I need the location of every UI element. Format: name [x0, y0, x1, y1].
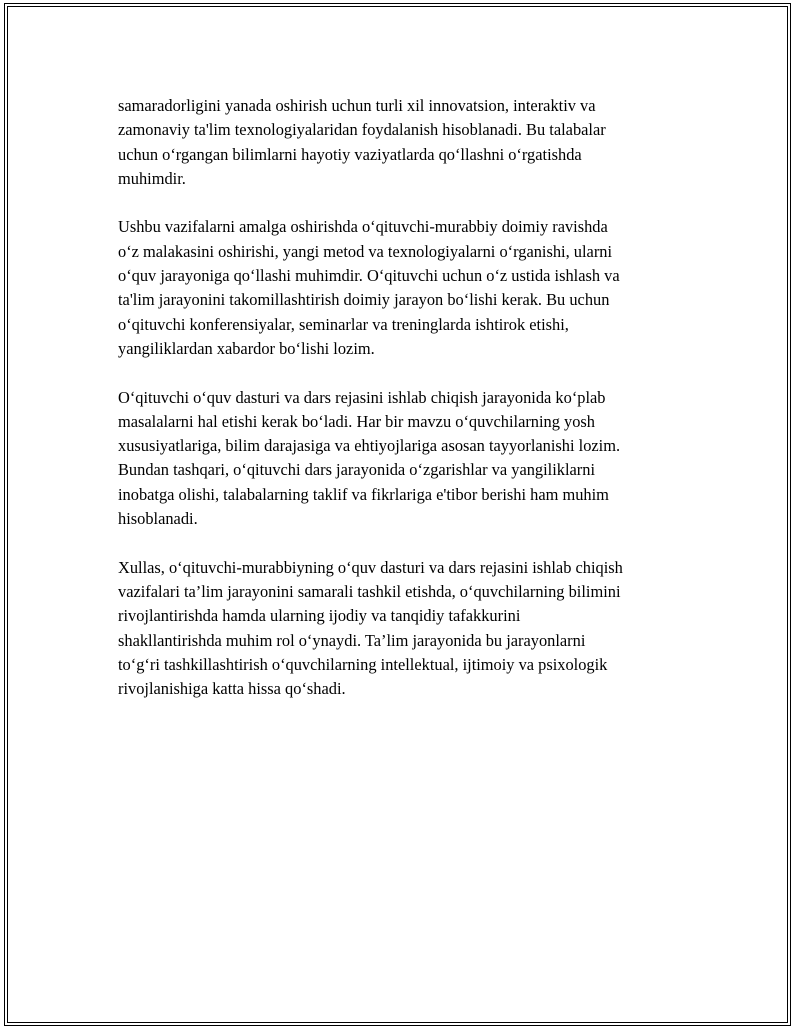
- text-line: Ushbu vazifalarni amalga oshirishda o‘qituvchi-murabbiy doimiy ravishda: [118, 217, 608, 237]
- text-line: vazifalari ta’lim jarayonini samarali tashkil etishda, o‘quvchilarning bilimini: [118, 581, 621, 601]
- text-line: o‘z malakasini oshirishi, yangi metod va texnologiyalarni o‘rganishi, ularni: [118, 241, 613, 261]
- text-line: to‘g‘ri tashkillashtirish o‘quvchilarning intellektual, ijtimoiy va psixologik: [118, 654, 608, 674]
- text-line: Xullas, o‘qituvchi-murabbiyning o‘quv dasturi va dars rejasini ishlab chiqish: [118, 557, 623, 577]
- text-line: ta'lim jarayonini takomillashtirish doimiy jarayon bo‘lishi kerak. Bu uchun: [118, 290, 610, 310]
- text-line: rivojlanishiga katta hissa qo‘shadi.: [118, 679, 346, 699]
- text-line: shakllantirishda muhim rol o‘ynaydi. Ta’lim jarayonida bu jarayonlarni: [118, 630, 586, 650]
- paragraph-1: [118, 94, 698, 191]
- text-line: O‘qituvchi o‘quv dasturi va dars rejasini ishlab chiqish jarayonida ko‘plab: [118, 387, 606, 407]
- paragraph-4: [118, 556, 698, 702]
- paragraph-2: [118, 215, 698, 361]
- text-line: rivojlantirishda hamda ularning ijodiy va tanqidiy tafakkurini: [118, 606, 521, 626]
- text-line: o‘qituvchi konferensiyalar, seminarlar va treninglarda ishtirok etishi,: [118, 314, 569, 334]
- text-line: uchun o‘rgangan bilimlarni hayotiy vaziyatlarda qo‘llashni o‘rgatishda: [118, 144, 582, 164]
- text-line: samaradorligini yanada oshirish uchun turli xil innovatsion, interaktiv va: [118, 96, 596, 115]
- paragraph-3: [118, 386, 698, 532]
- text-line: muhimdir.: [118, 168, 186, 188]
- text-line: yangiliklardan xabardor bo‘lishi lozim.: [118, 338, 375, 358]
- text-line: hisoblanadi.: [118, 509, 198, 529]
- text-line: masalalarni hal etishi kerak bo‘ladi. Har bir mavzu o‘quvchilarning yosh: [118, 411, 596, 431]
- document-body: [118, 94, 698, 726]
- text-line: inobatga olishi, talabalarning taklif va fikrlariga e'tibor berishi ham muhim: [118, 484, 609, 504]
- text-line: Bundan tashqari, o‘qituvchi dars jarayonida o‘zgarishlar va yangiliklarni: [118, 460, 596, 480]
- text-line: zamonaviy ta'lim texnologiyalaridan foydalanish hisoblanadi. Bu talabalar: [118, 120, 606, 140]
- text-line: xususiyatlariga, bilim darajasiga va ehtiyojlariga asosan tayyorlanishi lozim.: [118, 436, 621, 456]
- text-line: o‘quv jarayoniga qo‘llashi muhimdir. O‘qituvchi uchun o‘z ustida ishlash va: [118, 266, 620, 286]
